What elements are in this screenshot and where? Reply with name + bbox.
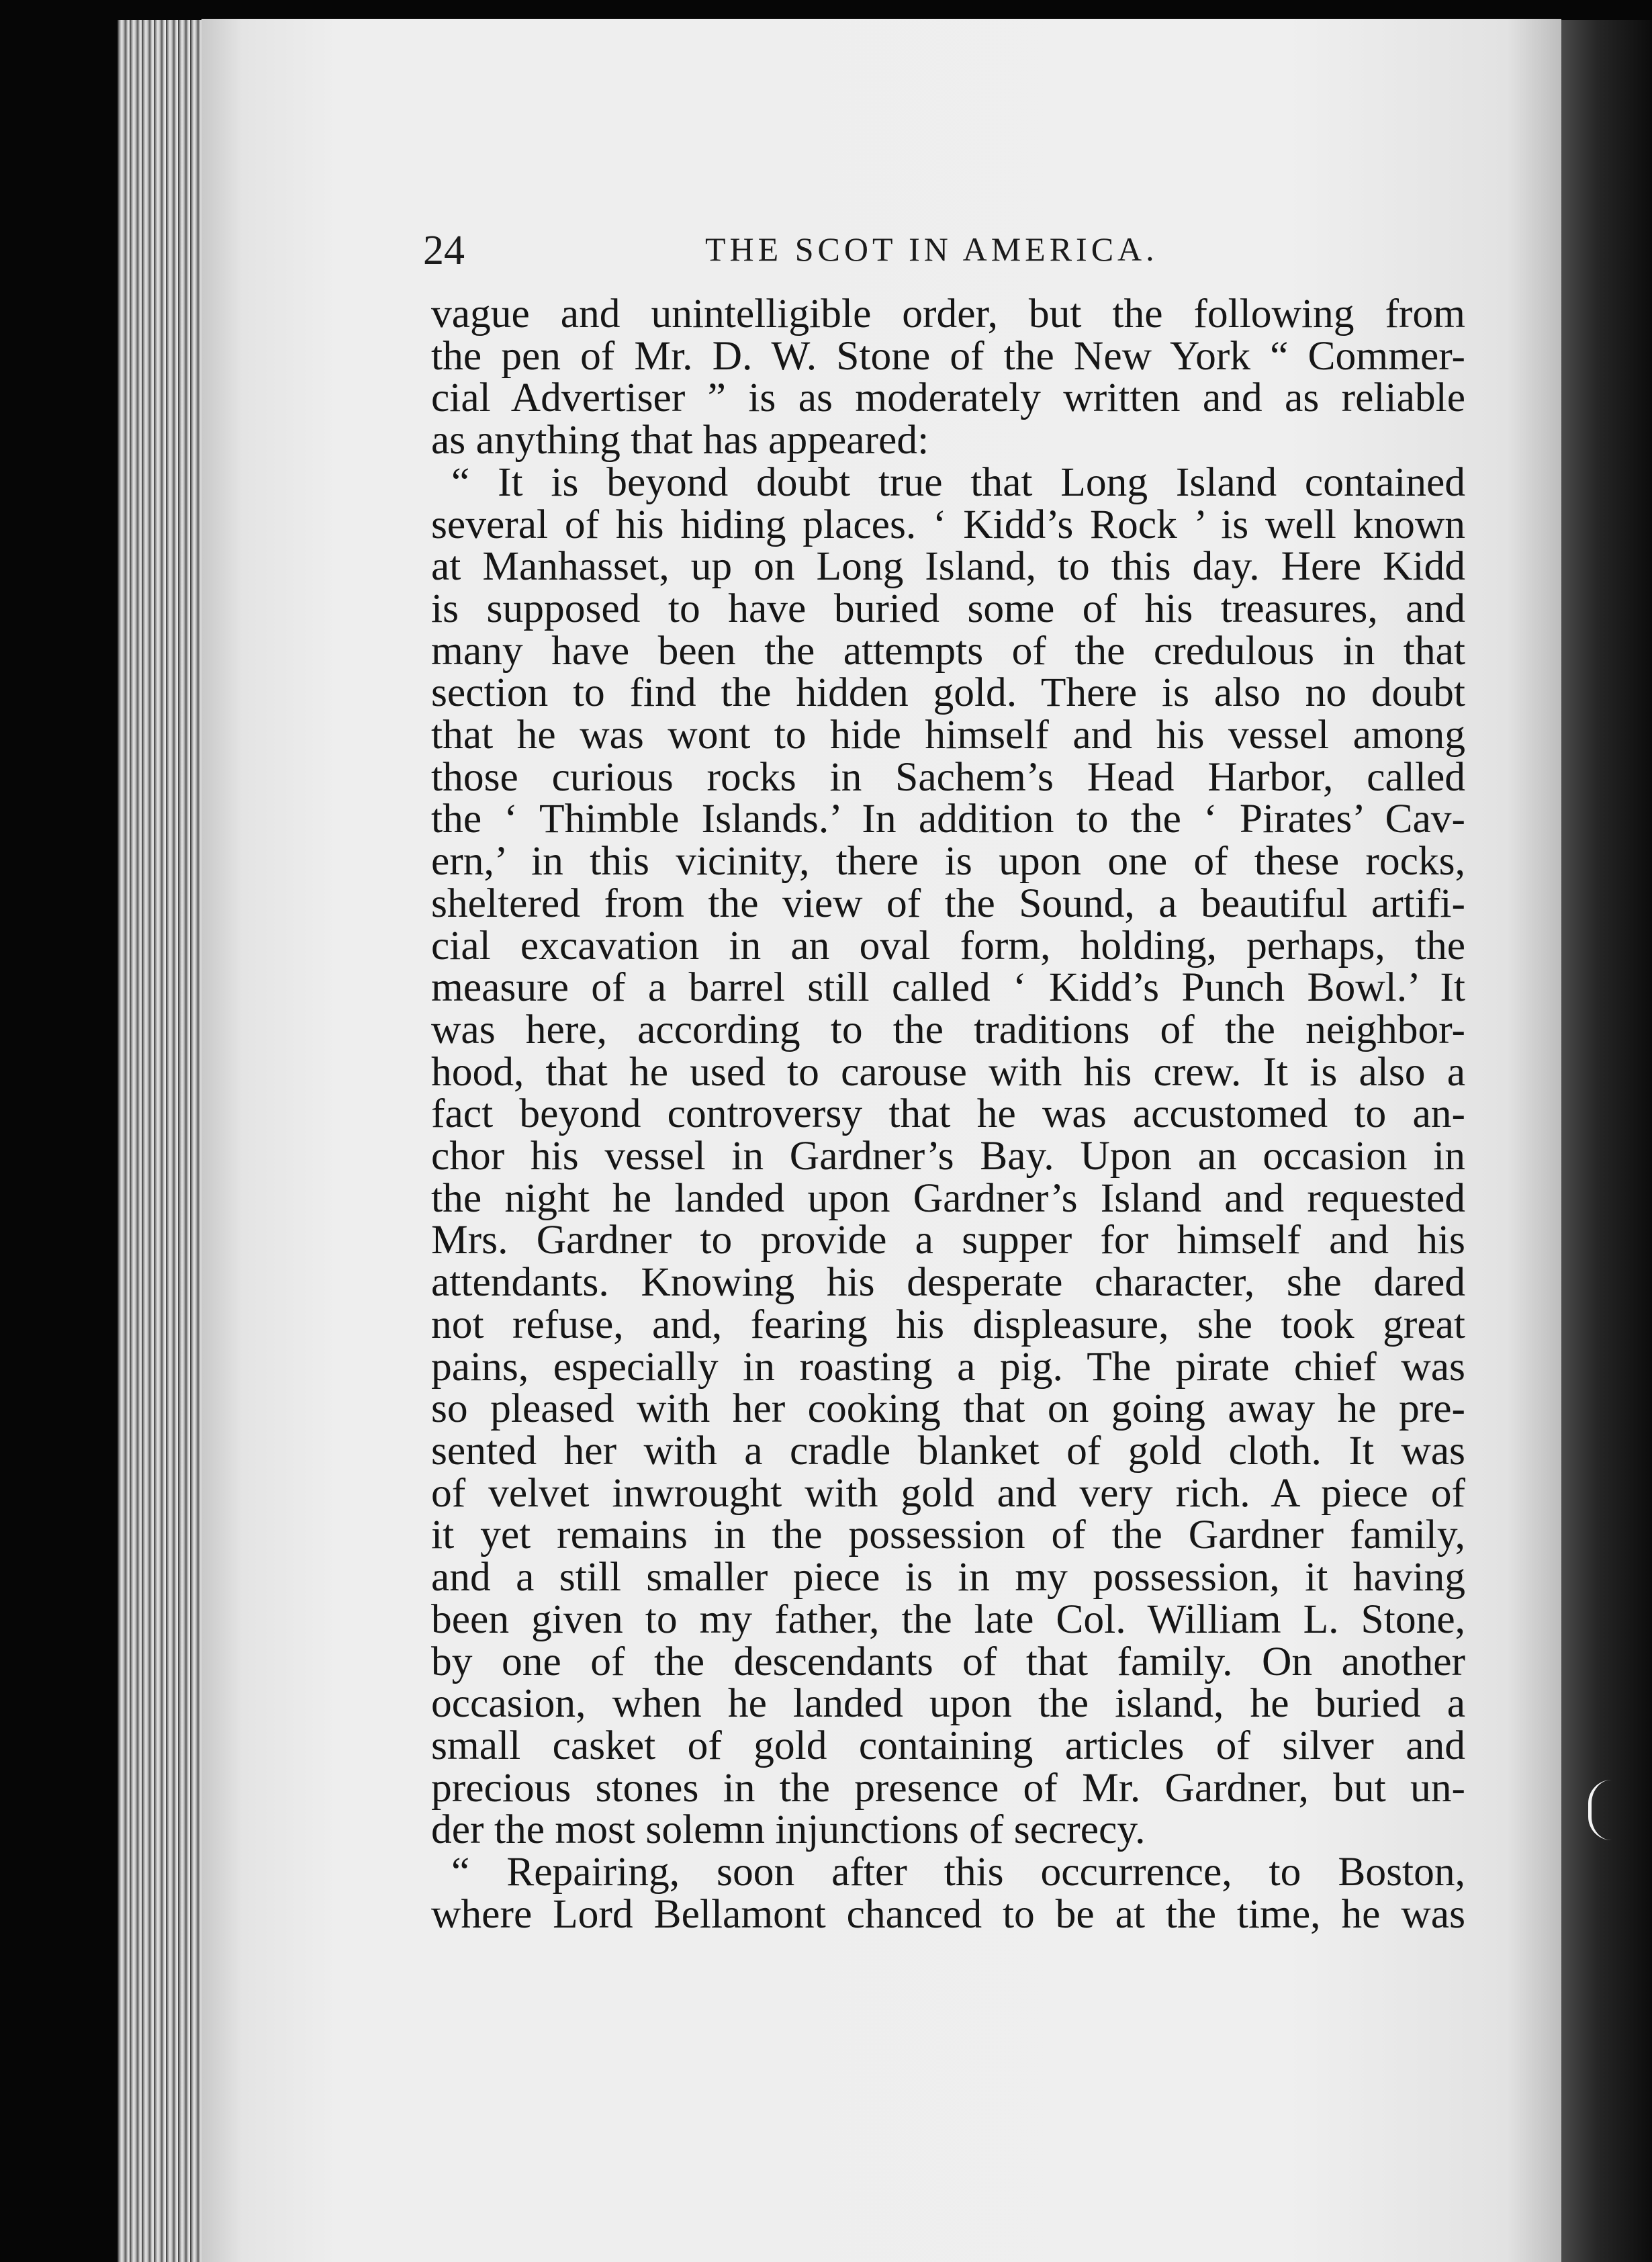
text-line: small casket of gold containing articles of silver and	[431, 1722, 1465, 1768]
running-title: THE SCOT IN AMERICA.	[705, 230, 1158, 268]
text-line: Mrs. Gardner to provide a supper for himself and his	[431, 1217, 1465, 1263]
text-line: several of his hiding places. ‘ Kidd’s Rock ’ is well known	[431, 501, 1465, 547]
text-line: was here, according to the traditions of the neighbor-	[431, 1006, 1465, 1052]
text-line: sented her with a cradle blanket of gold cloth. It was	[431, 1427, 1465, 1474]
text-line: vague and unintelligible order, but the following from	[431, 291, 1465, 336]
text-line: the night he landed upon Gardner’s Island and requested	[431, 1175, 1465, 1221]
text-line: cial excavation in an oval form, holding, perhaps, the	[431, 922, 1465, 968]
text-line: cial Advertiser ” is as moderately written and as reliable	[431, 375, 1465, 421]
text-line: as anything that has appeared:	[431, 417, 929, 463]
page-number: 24	[423, 228, 465, 273]
facing-page-edge	[1561, 20, 1652, 2262]
text-line: been given to my father, the late Col. William L. Stone,	[431, 1596, 1465, 1642]
text-line: chor his vessel in Gardner’s Bay. Upon an occasion in	[431, 1133, 1465, 1179]
text-line: the pen of Mr. D. W. Stone of the New York “ Commer-	[431, 332, 1465, 379]
text-line: is supposed to have buried some of his treasures, and	[431, 585, 1465, 631]
text-line: of velvet inwrought with gold and very rich. A piece of	[431, 1469, 1465, 1516]
text-line: “ Repairing, soon after this occurrence, to Boston,	[451, 1849, 1465, 1895]
text-line: the ‘ Thimble Islands.’ In addition to the ‘ Pirates’ Cav-	[431, 796, 1465, 842]
text-line: by one of the descendants of that family. On another	[431, 1638, 1465, 1684]
text-line: it yet remains in the possession of the Gardner family,	[431, 1512, 1465, 1558]
text-line: ern,’ in this vicinity, there is upon one of these rocks,	[431, 838, 1465, 885]
text-line: many have been the attempts of the credulous in that	[431, 627, 1465, 674]
text-line: pains, especially in roasting a pig. The pirate chief was	[431, 1343, 1465, 1390]
text-line: occasion, when he landed upon the island, he buried a	[431, 1680, 1465, 1727]
text-line: and a still smaller piece is in my possession, it having	[431, 1554, 1465, 1600]
text-line: at Manhasset, up on Long Island, to this day. Here Kidd	[431, 543, 1465, 590]
text-line: that he was wont to hide himself and his vessel among	[431, 712, 1465, 758]
text-line: so pleased with her cooking that on going away he pre-	[431, 1386, 1465, 1432]
text-line: sheltered from the view of the Sound, a beautiful artifi-	[431, 880, 1465, 926]
scan-artifact	[1588, 1780, 1612, 1840]
text-line: hood, that he used to carouse with his crew. It is also a	[431, 1048, 1465, 1095]
text-line: not refuse, and, fearing his displeasure, she took great	[431, 1301, 1465, 1347]
text-line: der the most solemn injunctions of secrecy.	[431, 1807, 1146, 1853]
text-line: fact beyond controversy that he was accustomed to an-	[431, 1091, 1465, 1137]
body-text	[431, 293, 1465, 1935]
text-line: precious stones in the presence of Mr. Gardner, but un-	[431, 1764, 1465, 1811]
page-header	[423, 227, 1484, 281]
text-line: those curious rocks in Sachem’s Head Harbor, called	[431, 754, 1465, 800]
text-line: section to find the hidden gold. There is also no doubt	[431, 670, 1465, 716]
text-line: “ It is beyond doubt true that Long Island contained	[451, 459, 1465, 505]
text-line: attendants. Knowing his desperate character, she dared	[431, 1259, 1465, 1306]
text-line: measure of a barrel still called ‘ Kidd’s Punch Bowl.’ It	[431, 964, 1465, 1011]
text-line: where Lord Bellamont chanced to be at the time, he was	[431, 1891, 1465, 1937]
